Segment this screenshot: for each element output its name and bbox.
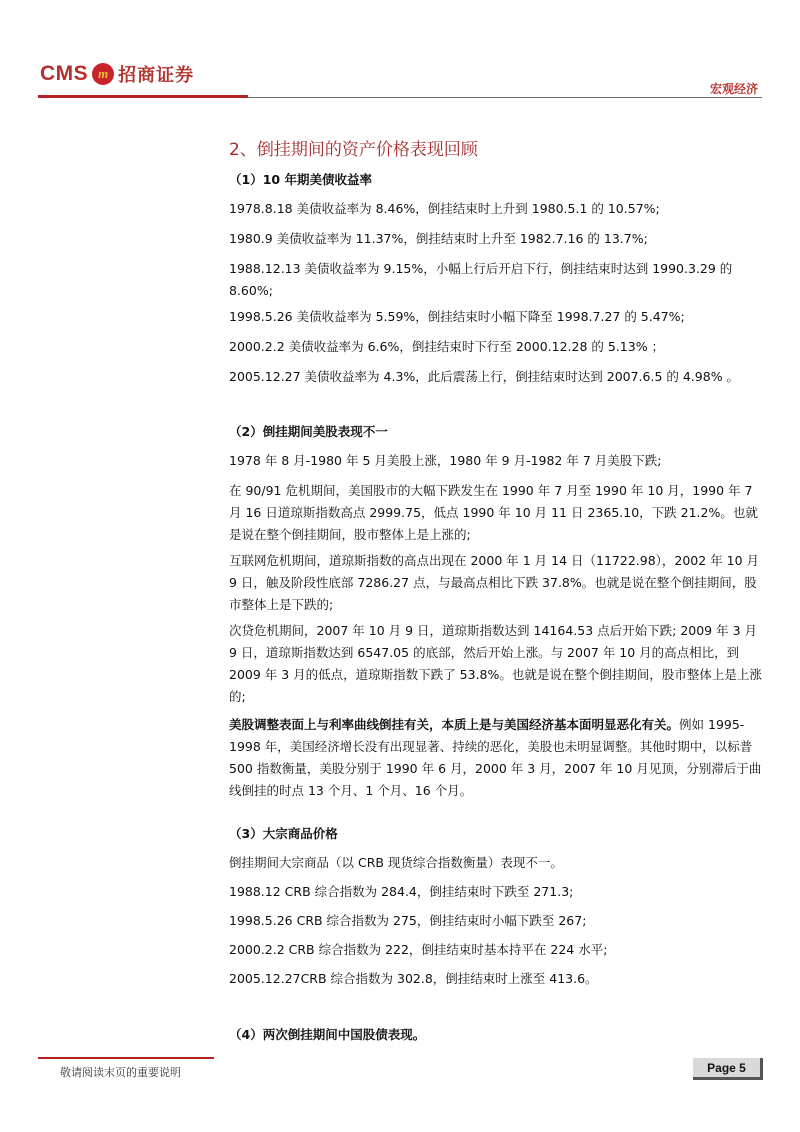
page-number: Page 5 xyxy=(693,1058,763,1080)
emphasis-paragraph xyxy=(229,714,764,802)
section-title: 2、倒挂期间的资产价格表现回顾 xyxy=(229,140,478,160)
logo-cms-text: CMS xyxy=(40,62,89,85)
paragraph: 2000.2.2 美债收益率为 6.6%，倒挂结束时下行至 2000.12.28 的 5.13% ； xyxy=(229,339,665,354)
paragraph: 倒挂期间大宗商品（以 CRB 现货综合指数衡量）表现不一。 xyxy=(229,855,563,870)
emphasis-lead: 美股调整表面上与利率曲线倒挂有关，本质上是与美国经济基本面明显恶化有关。 xyxy=(229,717,680,732)
paragraph: 2005.12.27 美债收益率为 4.3%，此后震荡上行，倒挂结束时达到 2007.6.5 的 4.98% 。 xyxy=(229,369,740,384)
emphasis-rest: 例如 1995-1998 年，美国经济增长没有出现显著、持续的恶化，美股也未明显调整。其他时期中，以标普 500 指数衡量，美股分别于 1990 年 6 月，2000 年 3 月，2007 年 10 月见顶，分别滞后于曲线倒挂的时点 13 个月、1 个月、16 个月。 xyxy=(229,717,762,798)
paragraph: 在 90/91 危机期间，美国股市的大幅下跌发生在 1990 年 7 月至 1990 年 10 月，1990 年 7 月 16 日道琼斯指数高点 2999.75，低点 1990 年 10 月 11 日 2365.10，下跌 21.2%。也就是说在整个倒挂期间，股市整体上是上涨的; xyxy=(229,483,758,542)
header-accent-bar xyxy=(38,95,248,98)
company-logo xyxy=(40,58,194,90)
paragraph: 1980.9 美债收益率为 11.37%，倒挂结束时上升至 1982.7.16 的 13.7%; xyxy=(229,231,648,246)
logo-chinese-name: 招商证券 xyxy=(118,65,195,86)
footer-accent-bar xyxy=(38,1057,214,1059)
paragraph: 1978 年 8 月-1980 年 5 月美股上涨，1980 年 9 月-1982 年 7 月美股下跌; xyxy=(229,453,662,468)
subsection-heading: （1）10 年期美债收益率 xyxy=(229,172,372,187)
paragraph: 1988.12 CRB 综合指数为 284.4，倒挂结束时下跌至 271.3; xyxy=(229,884,574,899)
paragraph: 次贷危机期间，2007 年 10 月 9 日，道琼斯指数达到 14164.53 点后开始下跌; 2009 年 3 月 9 日，道琼斯指数达到 6547.05 的底部，然后开始上涨。与 2007 年 10 月的高点相比，到 2009 年 3 月的低点，道琼斯指数下跌了 53.8%。也就是说在整个倒挂期间，股市整体上是上涨的; xyxy=(229,623,762,704)
paragraph: 1978.8.18 美债收益率为 8.46%，倒挂结束时上升到 1980.5.1 的 10.57%; xyxy=(229,201,660,216)
paragraph: 1998.5.26 CRB 综合指数为 275，倒挂结束时小幅下跌至 267; xyxy=(229,913,587,928)
subsection-heading: （3）大宗商品价格 xyxy=(229,826,338,841)
disclaimer-note: 敬请阅读末页的重要说明 xyxy=(60,1066,181,1079)
paragraph: 2005.12.27CRB 综合指数为 302.8，倒挂结束时上涨至 413.6。 xyxy=(229,971,598,986)
report-section-label: 宏观经济 xyxy=(709,82,758,96)
logo-emblem-icon: m xyxy=(92,63,114,85)
subsection-heading: （2）倒挂期间美股表现不一 xyxy=(229,424,388,439)
paragraph: 1988.12.13 美债收益率为 9.15%，小幅上行后开启下行，倒挂结束时达到 1990.3.29 的 8.60%; xyxy=(229,261,733,298)
paragraph: 互联网危机期间，道琼斯指数的高点出现在 2000 年 1 月 14 日（11722.98），2002 年 10 月 9 日，触及阶段性底部 7286.27 点，与最高点相比下跌 37.8%。也就是说在整个倒挂期间，股市整体上是下跌的; xyxy=(229,553,760,612)
paragraph: 2000.2.2 CRB 综合指数为 222，倒挂结束时基本持平在 224 水平; xyxy=(229,942,608,957)
subsection-heading: （4）两次倒挂期间中国股债表现。 xyxy=(229,1027,426,1042)
paragraph: 1998.5.26 美债收益率为 5.59%，倒挂结束时小幅下降至 1998.7.27 的 5.47%; xyxy=(229,309,685,324)
